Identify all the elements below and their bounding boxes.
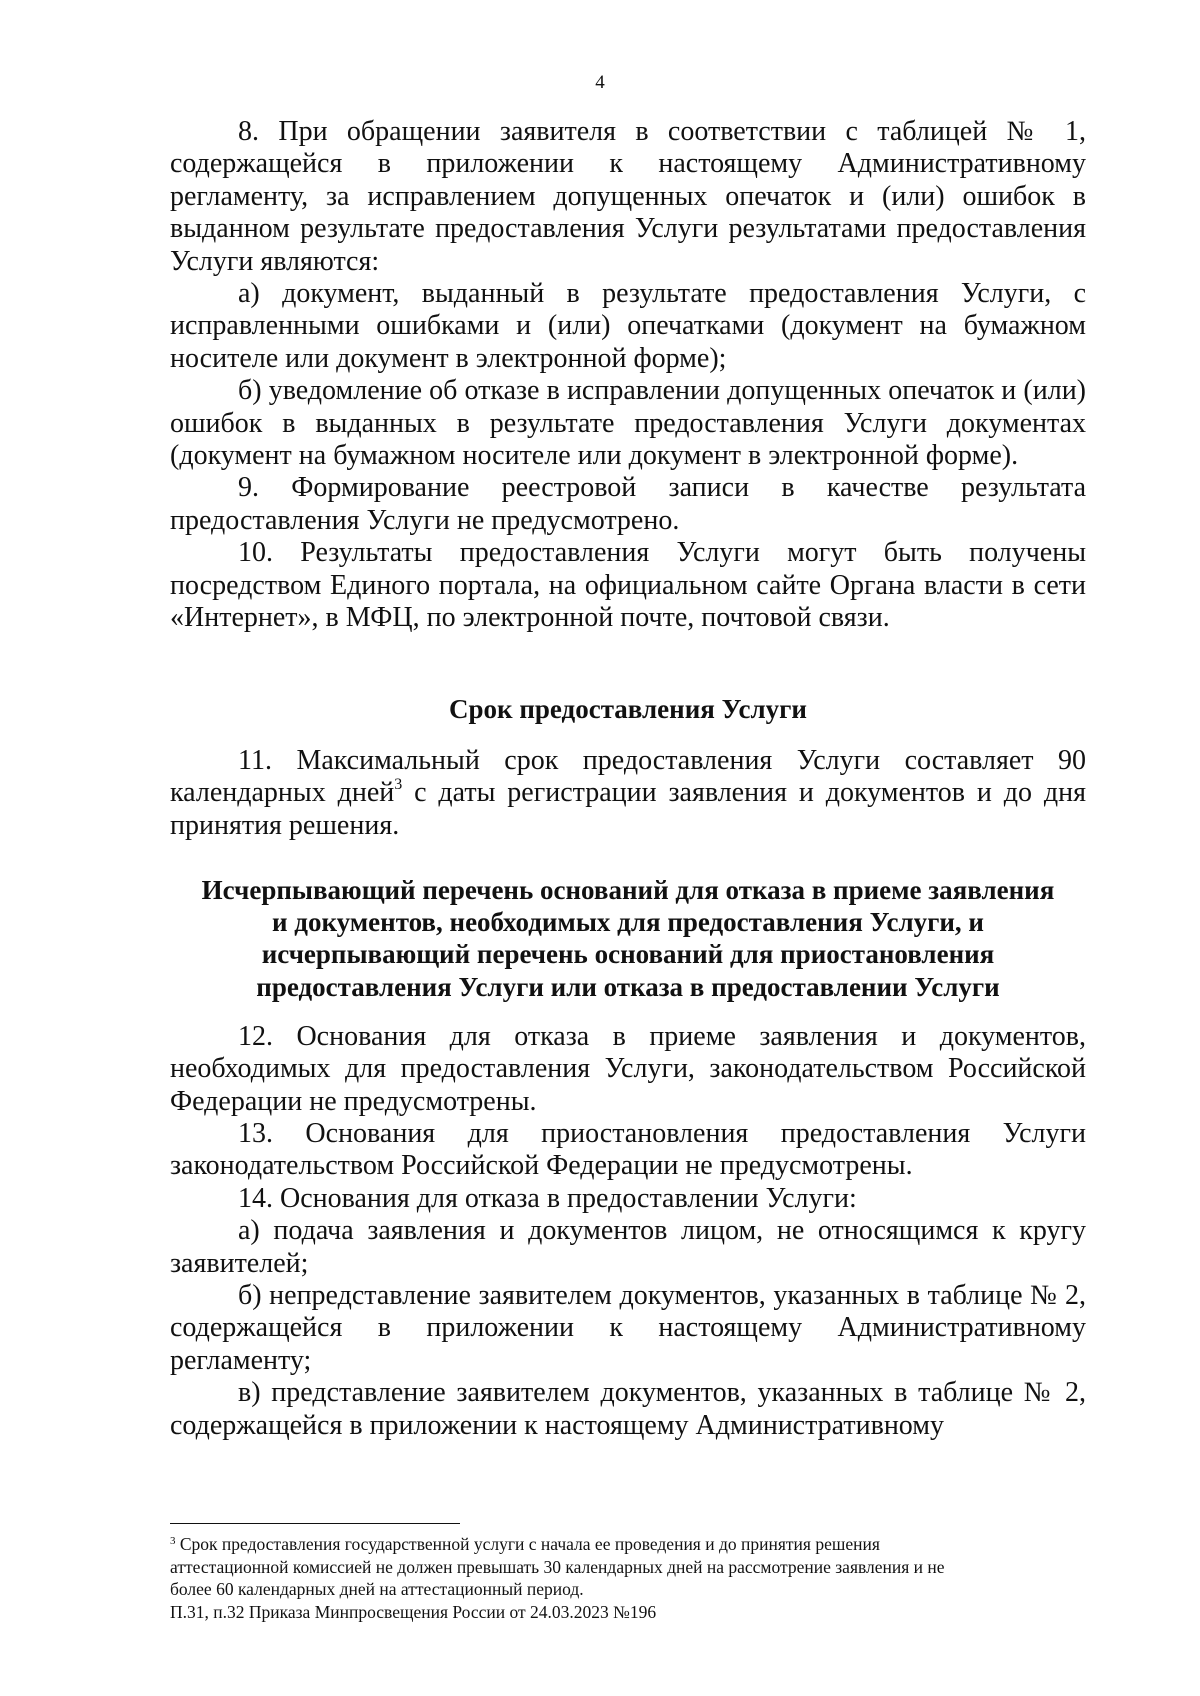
paragraph-14v: в) представление заявителем документов, указанных в таблице № 2, содержащейся в приложении к настоящему Административному [170,1377,1086,1441]
paragraph-11-text: 11. Максимальный срок предоставления Услуги составляет 90 календарных дней [170,744,1086,809]
paragraph-14: 14. Основания для отказа в предоставлении Услуги: [238,1182,857,1214]
heading-line: исчерпывающий перечень оснований для приостановления [261,939,995,970]
paragraph-14b: б) непредставление заявителем документов, указанных в таблице № 2, содержащейся в приложении к настоящему Административному регламенту; [170,1279,1086,1376]
footnote-line: аттестационной комиссией не должен превышать 30 календарных дней на рассмотрение заявления и не [170,1556,945,1577]
footnote-mark: 3 [170,1535,176,1547]
footnote-source: П.31, п.32 Приказа Минпросвещения России от 24.03.2023 №196 [170,1601,657,1622]
paragraph-13: 13. Основания для приостановления предоставления Услуги законодательством Российской Федерации не предусмотрены. [170,1117,1086,1182]
footnote-separator [170,1523,460,1524]
paragraph-12: 12. Основания для отказа в приеме заявления и документов, необходимых для предоставления Услуги, законодательством Российской Федерации не предусмотрены. [170,1020,1086,1117]
heading-line: и документов, необходимых для предоставления Услуги, и [271,907,984,938]
paragraph-9: 9. Формирование реестровой записи в качестве результата предоставления Услуги не предусмотрено. [170,472,1086,536]
paragraph-8b: б) уведомление об отказе в исправлении допущенных опечаток и (или) ошибок в выданных в результате предоставления Услуги документах (документ на бумажном носителе или документ в электронной форме). [170,375,1086,472]
heading-line: Исчерпывающий перечень оснований для отказа в приеме заявления [201,874,1055,905]
paragraph-10: 10. Результаты предоставления Услуги могут быть получены посредством Единого портала, на официальном сайте Органа власти в сети «Интернет», в МФЦ, по электронной почте, почтовой связи. [170,537,1086,634]
heading-line: предоставления Услуги или отказа в предоставлении Услуги [256,971,1000,1002]
paragraph-8: 8. При обращении заявителя в соответствии с таблицей № 1, содержащейся в приложении к настоящему Административному регламенту, за исправлением допущенных опечаток и (или) ошибок в выданном результате предоставления Услуги результатами предоставления Услуги являются: [170,116,1086,277]
paragraph-11-text-rest: с даты регистрации заявления и документов и до дня принятия решения. [170,777,1086,841]
paragraph-14a: а) подача заявления и документов лицом, не относящимся к кругу заявителей; [170,1215,1086,1279]
footnotes [170,1533,1100,1623]
section-heading-term: Срок предоставления Услуги [449,693,807,724]
footnote-line [170,1533,1100,1556]
paragraph-8a: а) документ, выданный в результате предоставления Услуги, с исправленными ошибками и (или) опечатками (документ на бумажном носителе или документ в электронной форме); [170,278,1086,374]
page-number: 4 [595,72,605,93]
footnote-ref-3: 3 [394,776,403,794]
footnote-line: более 60 календарных дней на аттестационный период. [170,1579,584,1599]
paragraph-11 [170,745,1086,842]
document-body [170,116,1086,1442]
section-heading-grounds [170,874,1086,1003]
footnote-text: Срок предоставления государственной услуги с начала ее проведения и до принятия решения [175,1534,880,1554]
